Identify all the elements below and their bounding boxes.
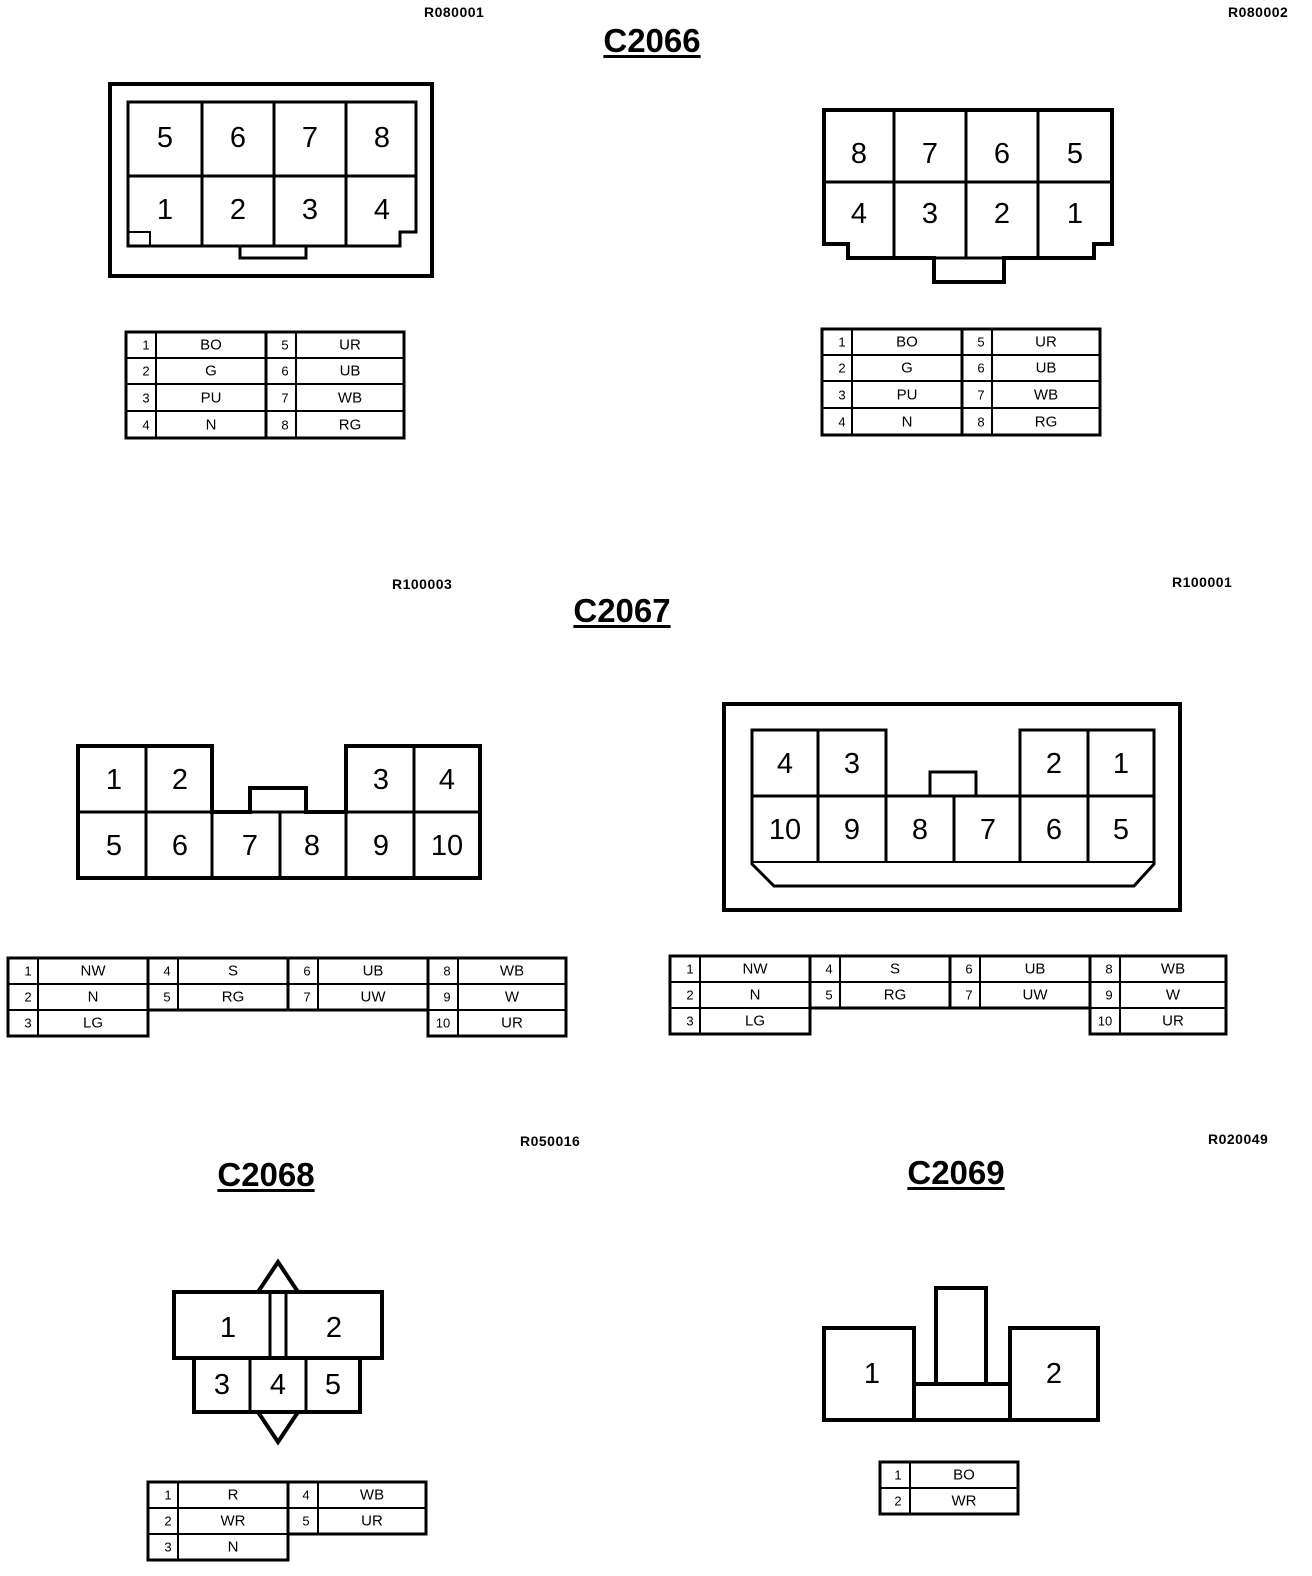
wire-number: 3 [24, 1015, 32, 1031]
wire-number: 5 [825, 987, 833, 1003]
wire-color: UW [360, 988, 386, 1006]
wire-color: S [889, 960, 901, 978]
connector-title-c2066: C2066 [603, 22, 701, 59]
wire-color: BO [200, 336, 222, 354]
ref-code-r020049: R020049 [1208, 1131, 1269, 1147]
wire-color: UB [362, 962, 384, 980]
wire-number: 6 [965, 961, 973, 977]
wire-number: 2 [838, 360, 846, 376]
wire-color: W [504, 988, 520, 1006]
wire-color: UR [339, 336, 361, 354]
wire-color: UW [1022, 986, 1048, 1004]
wire-number: 5 [302, 1513, 310, 1529]
wire-color: BO [953, 1466, 975, 1484]
wire-color: LG [82, 1014, 104, 1032]
pin-label: 9 [843, 814, 861, 846]
wire-color: N [205, 416, 217, 434]
wire-number: 7 [303, 989, 311, 1005]
wire-table-c2066-a [126, 332, 404, 438]
ref-code-r050016: R050016 [520, 1133, 581, 1149]
wire-number: 1 [24, 963, 32, 979]
pin-label: 2 [229, 194, 247, 226]
wire-color: NW [742, 960, 768, 978]
wire-color: N [87, 988, 99, 1006]
connector-title-c2069: C2069 [907, 1154, 1005, 1191]
pin-label: 3 [372, 764, 390, 796]
wire-number: 4 [825, 961, 833, 977]
wire-number: 2 [164, 1513, 172, 1529]
wire-color: UB [1035, 359, 1057, 377]
pin-label: 1 [1066, 198, 1084, 230]
wire-color: PU [200, 389, 222, 407]
ref-code-r100001: R100001 [1172, 574, 1233, 590]
wire-number: 8 [281, 417, 289, 433]
pin-label: 8 [303, 830, 321, 862]
pin-label: 2 [325, 1312, 343, 1344]
wire-number: 2 [142, 363, 150, 379]
connector-c2068-face [174, 1262, 382, 1442]
pin-label: 1 [1112, 748, 1130, 780]
pin-label: 5 [1066, 138, 1084, 170]
wire-number: 5 [281, 337, 289, 353]
wire-number: 6 [281, 363, 289, 379]
wire-color: UB [1024, 960, 1046, 978]
pin-label: 7 [301, 122, 319, 154]
pin-label: 6 [1045, 814, 1063, 846]
pin-label: 6 [993, 138, 1011, 170]
wire-number: 10 [435, 1015, 451, 1031]
wire-color: WB [1160, 960, 1186, 978]
pin-label: 8 [911, 814, 929, 846]
wire-number: 2 [24, 989, 32, 1005]
connector-c2067-face-b [724, 704, 1180, 910]
wire-number: 7 [977, 387, 985, 403]
wire-number: 10 [1097, 1013, 1113, 1029]
pin-label: 4 [438, 764, 456, 796]
wire-color: N [227, 1538, 239, 1556]
wire-number: 1 [686, 961, 694, 977]
pin-label: 1 [156, 194, 174, 226]
wire-color: NW [80, 962, 106, 980]
pin-label: 2 [993, 198, 1011, 230]
pin-label: 2 [1045, 1358, 1063, 1390]
pin-label: 3 [843, 748, 861, 780]
wire-number: 4 [302, 1487, 310, 1503]
wire-color: PU [896, 386, 918, 404]
ref-code-r080002: R080002 [1228, 4, 1289, 20]
connector-title-c2068: C2068 [217, 1156, 315, 1193]
wire-color: LG [744, 1012, 766, 1030]
wire-number: 8 [1105, 961, 1113, 977]
pin-label: 4 [776, 748, 794, 780]
wire-number: 4 [163, 963, 171, 979]
pin-label: 10 [430, 830, 464, 862]
wire-number: 3 [164, 1539, 172, 1555]
wire-number: 9 [1105, 987, 1113, 1003]
wire-number: 5 [163, 989, 171, 1005]
wire-color: WB [359, 1486, 385, 1504]
wire-color: UB [339, 362, 361, 380]
wire-number: 8 [977, 414, 985, 430]
wire-number: 1 [838, 334, 846, 350]
wire-number: 6 [303, 963, 311, 979]
connector-title-c2067: C2067 [573, 592, 671, 629]
pin-label: 3 [213, 1369, 231, 1401]
wire-color: WB [1033, 386, 1059, 404]
pin-label: 4 [850, 198, 868, 230]
wire-color: WB [337, 389, 363, 407]
wire-number: 7 [281, 390, 289, 406]
pin-label: 6 [229, 122, 247, 154]
ref-code-r080001: R080001 [424, 4, 485, 20]
wire-color: BO [896, 333, 918, 351]
wire-color: RG [1034, 413, 1058, 431]
pin-label: 5 [1112, 814, 1130, 846]
pin-label: 3 [921, 198, 939, 230]
wire-number: 2 [686, 987, 694, 1003]
pin-label: 1 [105, 764, 123, 796]
pin-label: 6 [171, 830, 189, 862]
wire-color: W [1165, 986, 1181, 1004]
pin-label: 2 [171, 764, 189, 796]
wire-color: G [901, 359, 913, 377]
wire-color: N [901, 413, 913, 431]
wire-color: UR [361, 1512, 383, 1530]
pin-label: 5 [324, 1369, 342, 1401]
wire-color: S [227, 962, 239, 980]
wire-number: 1 [164, 1487, 172, 1503]
pin-label: 8 [373, 122, 391, 154]
wire-table-c2068 [148, 1482, 426, 1560]
pin-label: 3 [301, 194, 319, 226]
pin-label: 1 [863, 1358, 881, 1390]
wire-number: 5 [977, 334, 985, 350]
pin-label: 9 [372, 830, 390, 862]
wire-number: 3 [838, 387, 846, 403]
wire-number: 1 [894, 1467, 902, 1483]
wire-color: WR [220, 1512, 246, 1530]
wire-number: 3 [142, 390, 150, 406]
connector-c2066-face-b [824, 110, 1112, 282]
wire-number: 9 [443, 989, 451, 1005]
pin-label: 1 [219, 1312, 237, 1344]
wire-table-c2066-b [822, 329, 1100, 435]
ref-code-r100003: R100003 [392, 576, 453, 592]
wire-number: 7 [965, 987, 973, 1003]
pin-label: 4 [269, 1369, 287, 1401]
pin-label: 7 [921, 138, 939, 170]
wire-number: 8 [443, 963, 451, 979]
wire-color: G [205, 362, 217, 380]
wire-color: UR [1162, 1012, 1184, 1030]
wire-color: WB [499, 962, 525, 980]
pin-label: 7 [241, 830, 259, 862]
pin-label: 4 [373, 194, 391, 226]
connector-c2067-face-a [78, 746, 480, 878]
wire-number: 1 [142, 337, 150, 353]
wire-color: RG [221, 988, 245, 1006]
wire-color: N [749, 986, 761, 1004]
wire-color: WR [951, 1492, 977, 1510]
wire-number: 4 [142, 417, 150, 433]
wire-color: UR [1035, 333, 1057, 351]
pin-label: 5 [105, 830, 123, 862]
wire-color: UR [501, 1014, 523, 1032]
wire-number: 2 [894, 1493, 902, 1509]
connector-c2066-face-a [110, 84, 432, 276]
pin-label: 2 [1045, 748, 1063, 780]
wire-number: 6 [977, 360, 985, 376]
pin-label: 5 [156, 122, 174, 154]
wire-color: RG [883, 986, 907, 1004]
connector-c2069-face [824, 1288, 1098, 1420]
wire-number: 4 [838, 414, 846, 430]
pin-label: 7 [979, 814, 997, 846]
pin-label: 8 [850, 138, 868, 170]
pin-label: 10 [768, 814, 802, 846]
wire-number: 3 [686, 1013, 694, 1029]
wire-color: R [227, 1486, 239, 1504]
wire-color: RG [338, 416, 362, 434]
